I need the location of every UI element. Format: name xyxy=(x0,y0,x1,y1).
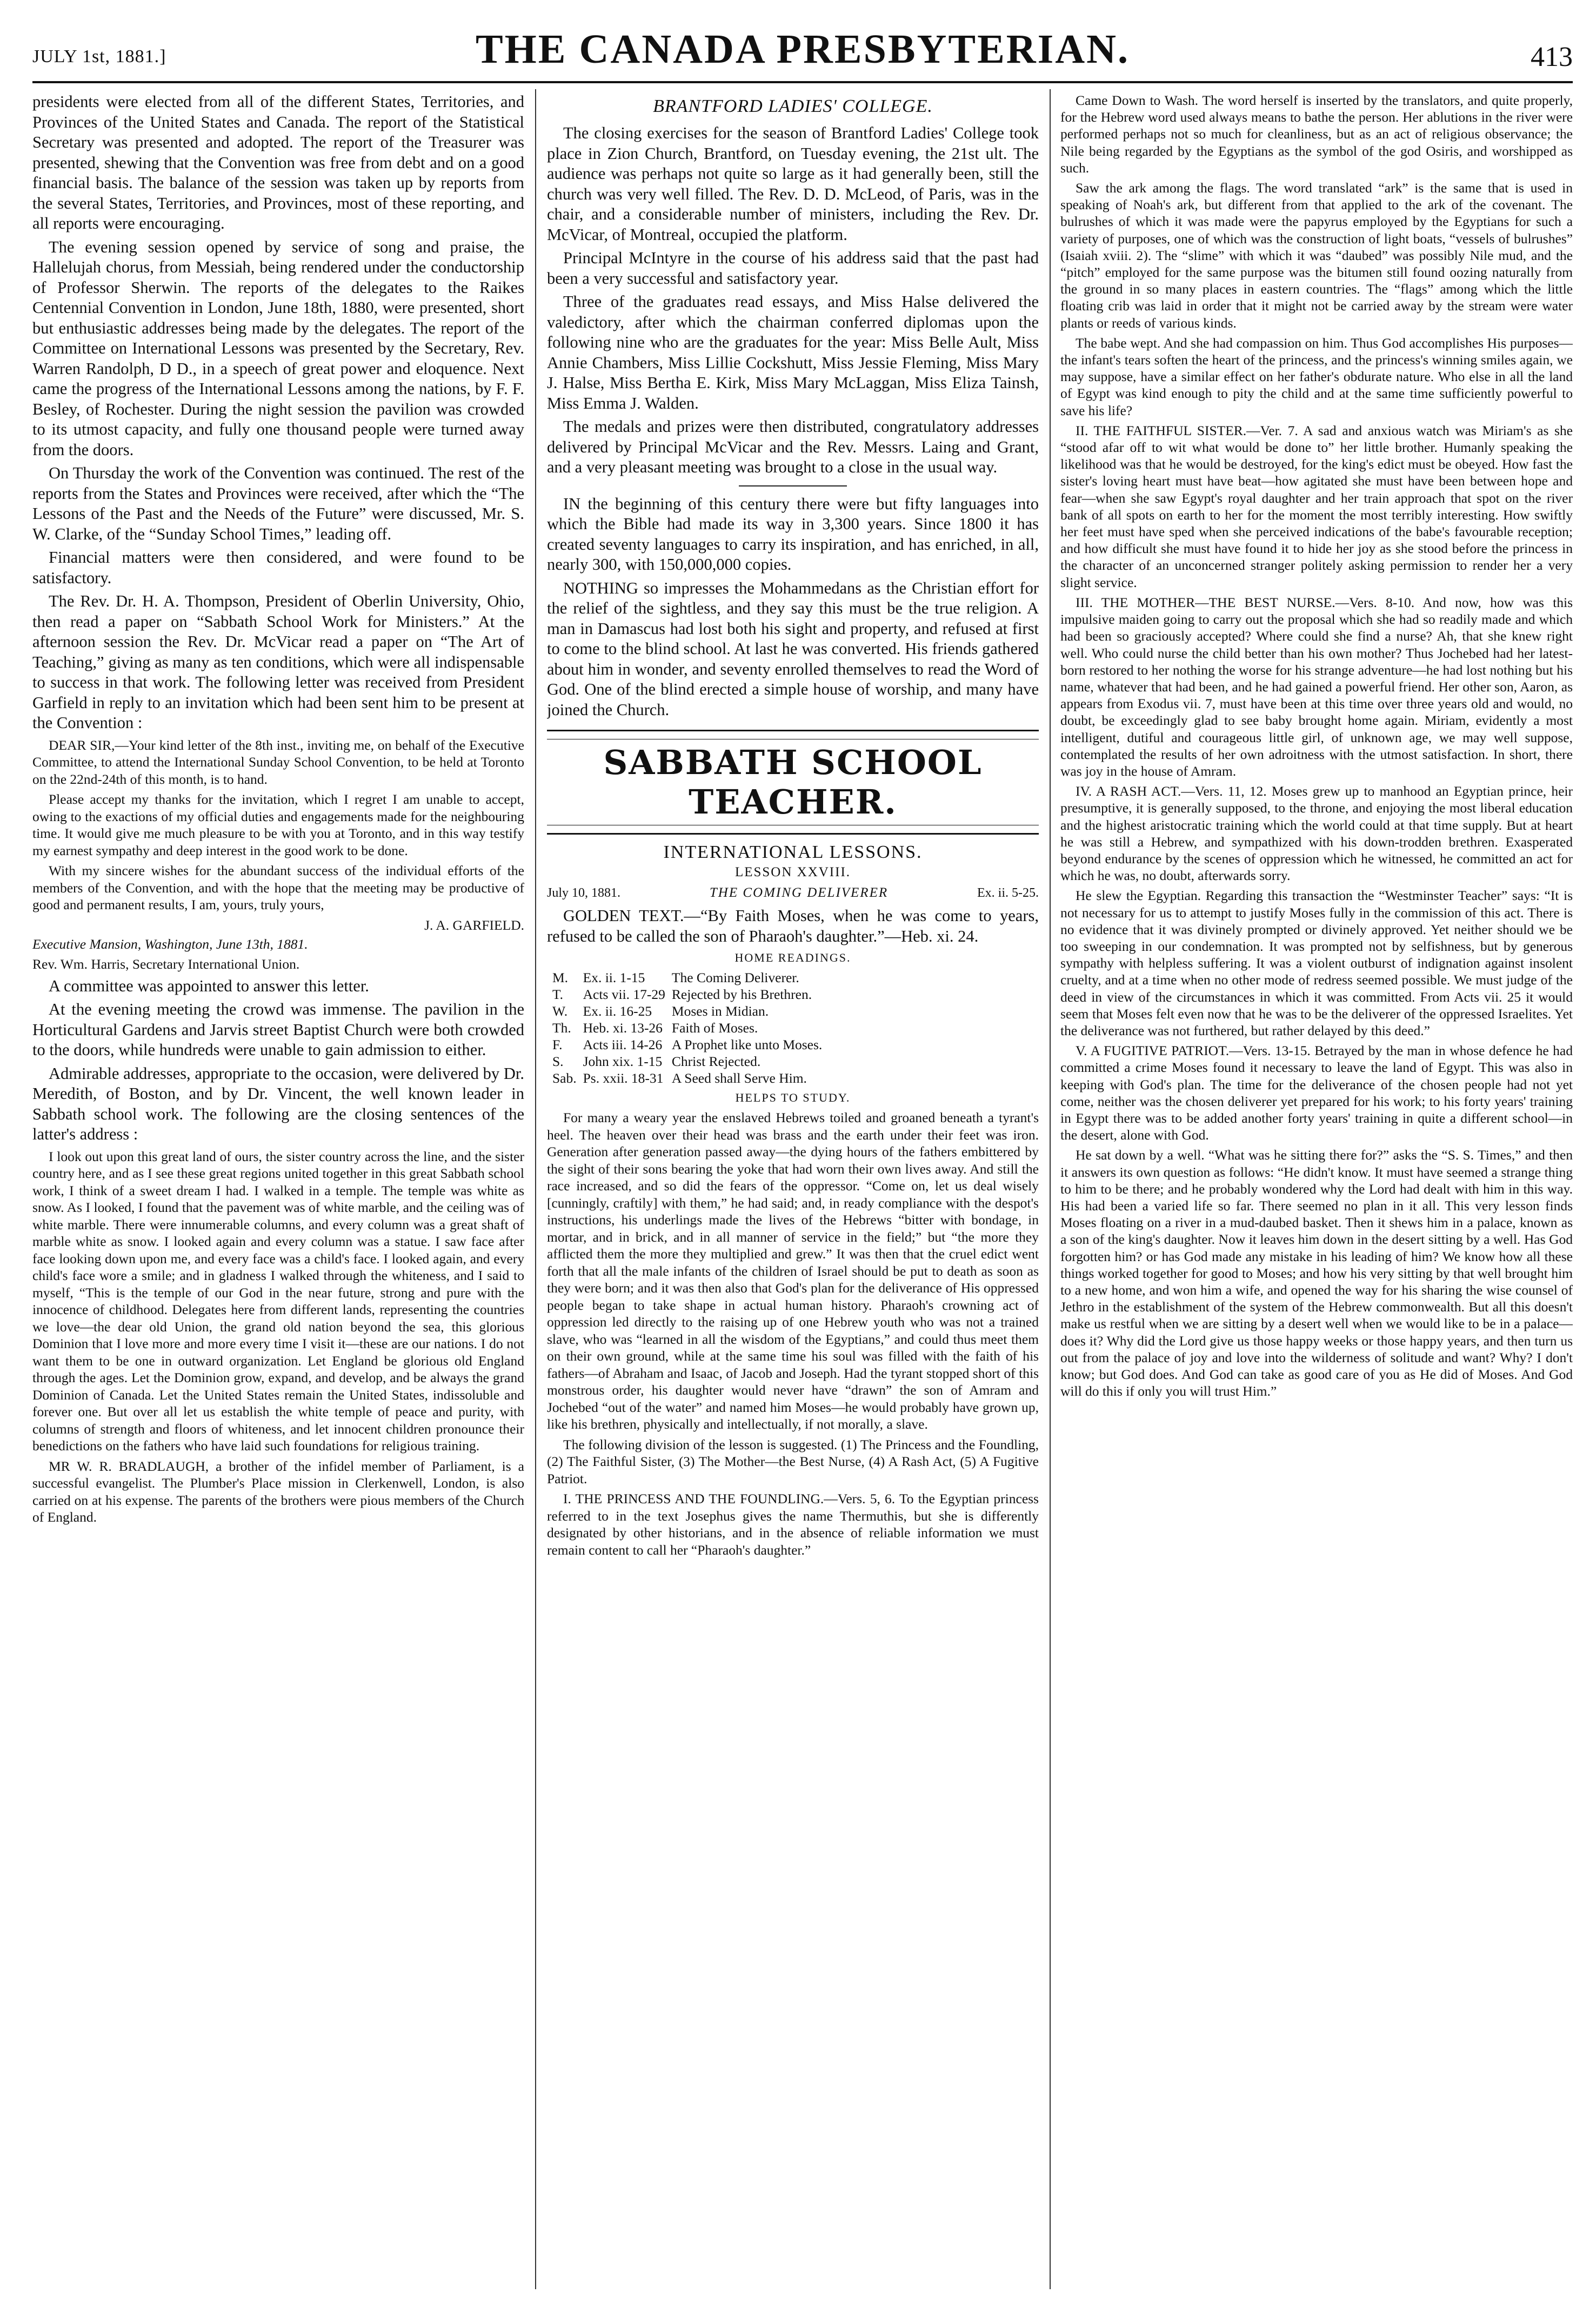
convention-paragraph: At the evening meeting the crowd was immense. The pavilion in the Horticultural Gardens and Jarvis street Baptist Church were both crowded to the doors, while hundreds were unable to gain admission to either. xyxy=(32,1000,524,1059)
lesson-date: July 10, 1881. xyxy=(547,885,621,900)
banner-title: SABBATH SCHOOL TEACHER. xyxy=(547,739,1039,825)
reading-day: Th. xyxy=(552,1020,571,1036)
reading-title: Moses in Midian. xyxy=(671,1003,769,1019)
convention-paragraph: presidents were elected from all of the different States, Territories, and Provinces of the United States and Canada. The report of the Statistical Secretary was presented and adopted. The report of the Treasurer was presented, shewing that the Convention was free from debt and on a good financial basis. The balance of the session was taken up by reports from the several States, Territories, and Provinces, most of these reporting, and all reports were encouraging. xyxy=(32,92,524,232)
reading-title: The Coming Deliverer. xyxy=(671,970,799,985)
college-paragraph: The closing exercises for the season of Brantford Ladies' College took place in Zion Church, Brantford, on Tuesday evening, the 21st ult. The audience was perhaps not quite so large as it had generally been, still the church was very well filled. The Rev. D. D. McLeod, of Paris, was in the chair, and a considerable number of ministers, including the Rev. Dr. McVicar, of Montreal, occupied the platform. xyxy=(547,124,1039,244)
reading-row xyxy=(552,1053,829,1070)
lesson-paragraph: Saw the ark among the flags. The word translated “ark” is the same that is used in speaking of Noah's ark, but different from that applied to the ark of the covenant. The bulrushes of which it was made were the papyrus employed by the Egyptians for such a variety of purposes, one of which was the construction of light boats, “vessels of bulrushes” (Isaiah xviii. 2). The “slime” with which it was “daubed” was possibly Nile mud, and the “pitch” employed for the same purpose was the bitumen still found oozing naturally from the ground in so many places in eastern countries. The “flags” among which the little floating crib was laid in order that it might not be carried away by the stream were water plants or reeds of various kinds. xyxy=(1060,180,1573,331)
bible-languages-paragraph: IN the beginning of this century there were but fifty languages into which the Bible had made its way in 3,300 years. Since 1800 it has created seventy languages to carry its inspiration, and has enriched, in all, nearly 300, with 150,000,000 copies. xyxy=(547,494,1039,574)
convention-paragraph: The Rev. Dr. H. A. Thompson, President of Oberlin University, Ohio, then read a paper on “Sabbath School Work for Ministers.” At the afternoon session the Rev. Dr. McVicar read a paper on “The Art of Teaching,” giving as many as ten conditions, which were all indispensable to success in that work. The following letter was received from President Garfield in reply to an invitation which had been sent him to be present at the Convention : xyxy=(32,592,524,732)
reading-day: M. xyxy=(552,970,569,985)
helps-paragraph: I. THE PRINCESS AND THE FOUNDLING.—Vers. 5, 6. To the Egyptian princess referred to in the text Josephus gives the name Thermuthis, but she is differently designated by other historians, and in the absence of reliable information we must remain content to call her “Pharaoh's daughter.” xyxy=(547,1491,1039,1558)
lesson-reference: Ex. ii. 5-25. xyxy=(977,885,1039,900)
lesson-paragraph: The babe wept. And she had compassion on him. Thus God accomplishes His purposes—the infant's tears soften the heart of the princess, and the princess's winning smiles again, we may suppose, have a similar effect on her father's obdurate nature. Who else in all the land of Egypt was kind enough to pity the child and at the same time sufficiently powerful to save his life? xyxy=(1060,335,1573,418)
convention-paragraph: A committee was appointed to answer this letter. xyxy=(49,976,369,995)
garfield-letter: With my sincere wishes for the abundant success of the individual efforts of the members of the Convention, and with the hope that the meeting may be productive of good and permanent results, I am, yours, truly yours, xyxy=(32,863,524,912)
reading-day: F. xyxy=(552,1037,563,1052)
column-divider xyxy=(535,89,536,2289)
home-readings-table xyxy=(552,969,829,1086)
reading-row xyxy=(552,969,829,986)
lesson-number: LESSON XXVIII. xyxy=(734,865,851,879)
reading-row xyxy=(552,986,829,1003)
reading-row xyxy=(552,1003,829,1019)
garfield-letter: Please accept my thanks for the invitation, which I regret I am unable to accept, owing to the exactions of my official duties and engagements made for the neighbouring time. It would give me much pleasure to be with you at Toronto, and in this way testify my earnest sympathy and deep interest in the good work to be done. xyxy=(32,791,524,858)
masthead xyxy=(32,16,1573,76)
convention-paragraph: The evening session opened by service of song and praise, the Hallelujah chorus, from Messiah, being rendered under the conductorship of Professor Sherwin. The reports of the delegates to the Raikes Centennial Convention in London, June 18th, 1880, were presented, short but enthusiastic addresses being made by the delegates. The report of the Committee on International Lessons was presented by the Secretary, Rev. Warren Randolph, D D., in a speech of great power and eloquence. Next came the progress of the International Lessons among the nations, by F. F. Besley, of Rochester. During the night session the pavilion was crowded to its utmost capacity, and fully one thousand people were turned away from the doors. xyxy=(32,237,524,459)
reading-day: S. xyxy=(552,1054,564,1069)
helps-paragraph: For many a weary year the enslaved Hebrews toiled and groaned beneath a tyrant's heel. The heaven over their head was brass and the earth under their feet was iron. Generation after generation passed away—the dying hours of the fathers embittered by the sight of their sons bearing the yoke that had worn their own lives away. And still the race increased, and so did the fears of the oppressor. “Come on, let us deal wisely [cunningly, craftily] with them,” he had said; and, in ready compliance with the despot's instructions, his underlings made the lives of the Hebrews “bitter with bondage, in mortar, and in brick, and in all manner of service in the field;” but “the more they afflicted them the more they multiplied and grew.” It was then that the cruel edict went forth that all the male infants of the children of Israel should be put to death as soon as they were born; and it was then also that God's plan for the deliverance of His oppressed people began to take shape in actual human history. Pharaoh's crowning act of oppression led directly to the raising up of one Hebrew youth who was not a trained slave, who was “learned in all the wisdom of the Egyptians,” and could thus meet them on their own ground, while at the same time his soul was filled with the faith of his fathers—of Abraham and Isaac, of Jacob and Joseph. Had the tyrant stopped short of this monstrous order, his daughter would never have “drawn” the son of Amram and Jochebed “out of the water” and named him Moses—he would probably have grown up, like his brethren, physically and intellectually, if not morally, a slave. xyxy=(547,1110,1039,1432)
letter-signature: J. A. GARFIELD. xyxy=(424,917,524,933)
bradlaugh-note: MR W. R. BRADLAUGH, a brother of the infidel member of Parliament, is a successful evangelist. The Plumber's Place mission in Clerkenwell, London, is also carried on at his expense. The parents of the brothers were pious members of the Church of England. xyxy=(32,1458,524,1525)
convention-paragraph: Financial matters were then considered, and were found to be satisfactory. xyxy=(32,548,524,587)
reading-ref: Heb. xi. 13-26 xyxy=(583,1020,663,1036)
lesson-paragraph: Came Down to Wash. The word herself is inserted by the translators, and quite properly, for the Hebrew word used always means to bathe the person. Her ablutions in the river were performed perhaps not so much for cleanliness, but as an act of religious observance; the Nile being regarded by the Egyptians as the symbol of the god Osiris, and worshipped as such. xyxy=(1060,92,1573,176)
reading-day: Sab. xyxy=(552,1070,577,1086)
lessons-heading: INTERNATIONAL LESSONS. xyxy=(663,842,923,862)
reading-row xyxy=(552,1036,829,1053)
newspaper-title: THE CANADA PRESBYTERIAN. xyxy=(475,26,1130,72)
reading-title: Rejected by his Brethren. xyxy=(671,986,812,1002)
reading-ref: Ps. xxii. 18-31 xyxy=(583,1070,664,1086)
column-divider xyxy=(1050,89,1051,2289)
sabbath-school-banner xyxy=(547,730,1039,835)
section-heading: BRANTFORD LADIES' COLLEGE. xyxy=(653,96,933,116)
letter-recipient: Rev. Wm. Harris, Secretary International Union. xyxy=(32,956,300,972)
reading-day: T. xyxy=(552,986,564,1002)
convention-paragraph: Admirable addresses, appropriate to the occasion, were delivered by Dr. Meredith, of Boston, and by Dr. Vincent, the well known leader in Sabbath school work. The following are the closing sentences of the latter's address : xyxy=(32,1064,524,1143)
lesson-paragraph: He slew the Egyptian. Regarding this transaction the “Westminster Teacher” says: “It is not necessary for us to attempt to justify Moses fully in the commission of this act. There is no evidence that it was divinely prompted or divinely approved. Yet neither should we be too sweeping in our condemnation. It was prompted not by selfishness, but by generous sympathy with helpless suffering. It was a violent outburst of indignation against insolent cruelty, and at a time when no other mode of redress seemed possible. We must judge of the deed in view of the circumstances in which it was committed. From Acts vii. 25 it would seem that Moses felt even now that he was to be the deliverer of the oppressed Israelites. Yet the deliverance was not furthered, but rather delayed by this deed.” xyxy=(1060,888,1573,1038)
reading-title: Faith of Moses. xyxy=(671,1020,758,1036)
reading-ref: Acts vii. 17-29 xyxy=(583,986,665,1002)
reading-day: W. xyxy=(552,1003,568,1019)
college-paragraph: The medals and prizes were then distributed, congratulatory addresses delivered by Principal McVicar and the Rev. Messrs. Laing and Grant, and a very pleasant meeting was brought to a close in the usual way. xyxy=(547,417,1039,476)
lesson-header xyxy=(547,885,1039,901)
lesson-paragraph: IV. A RASH ACT.—Vers. 11, 12. Moses grew up to manhood an Egyptian prince, heir presumptive, it is generally supposed, to the throne, and enjoying the most liberal education and the highest aristocratic training which the world could at that time supply. But at heart he was still a Hebrew, and sympathized with his down-trodden brethren. Exasperated beyond endurance by the scenes of oppression which he witnessed, he committed an act for which he was, no doubt, afterwards sorry. xyxy=(1060,783,1573,884)
convention-paragraph: On Thursday the work of the Convention was continued. The rest of the reports from the States and Provinces were received, after which the “The Lessons of the Past and the Needs of the Future” were discussed, Mr. S. W. Clarke, of the “Sunday School Times,” leading off. xyxy=(32,464,524,543)
lesson-paragraph: V. A FUGITIVE PATRIOT.—Vers. 13-15. Betrayed by the man in whose defence he had committed a crime Moses found it necessary to leave the land of Egypt. This was also in keeping with God's plan. The time for the deliverance of the chosen people had not yet come, neither was the chosen deliverer yet prepared for his work; to his forty years' training in Egypt there was to be added another forty years' training in quite a different school—in the desert, alone with God. xyxy=(1060,1043,1573,1143)
reading-row xyxy=(552,1070,829,1086)
lesson-paragraph: III. THE MOTHER—THE BEST NURSE.—Vers. 8-10. And now, how was this impulsive maiden going to carry out the proposal which she had so readily made and which had been so graciously accepted? Where could she find a nurse? Ah, that she knew right well. Who could nurse the child better than his own mother? Thus Jochebed had her latest-born restored to her nothing the worse for his strange adventure—he had lost nothing but his name, whatever that had been, and he had gained a powerful friend. Her other son, Aaron, as appears from Exodus vii. 7, must have been at this time over three years old and would, no doubt, be exceedingly glad to see baby brought home again. Miriam, evidently a most intelligent, dutiful and courageous little girl, of unknown age, we may well suppose, contemplated the results of her own adroitness with the utmost satisfaction. In short, there was joy in the house of Amram. xyxy=(1060,594,1573,779)
college-paragraph: Three of the graduates read essays, and Miss Halse delivered the valedictory, after which the chairman conferred diplomas upon the following nine who are the graduates for the year: Miss Belle Ault, Miss Annie Chambers, Miss Lillie Cockshutt, Miss Jessie Fleming, Miss Mary J. Halse, Miss Bertha E. Kirk, Miss Mary McLaggan, Miss Eliza Tainsh, Miss Emma J. Walden. xyxy=(547,292,1039,412)
reading-title: Christ Rejected. xyxy=(671,1054,761,1069)
reading-row xyxy=(552,1019,829,1036)
reading-title: A Prophet like unto Moses. xyxy=(671,1037,823,1052)
page-number: 413 xyxy=(1531,42,1573,72)
issue-date: JULY 1st, 1881.] xyxy=(32,46,166,66)
lesson-paragraph: He sat down by a well. “What was he sitting there for?” asks the “S. S. Times,” and then it answers its own question as follows: “He didn't know. It must have seemed a strange thing to him to be there; and he probably wondered why the Lord had dealt with him in this way. His had been a varied life so far. There seemed no plan in it all. This very lesson finds Moses floating on a river in a mud-daubed basket. Then it shews him in a palace, known as a son of the king's daughter. Now it leaves him down in the desert sitting by a well. Has God forgotten him? or has God made any mistake in his leading of him? We know how all these things worked together for good to Moses; and how his very sitting by that well brought him to a new home, and won him a wife, and opened the way for his sharing the wise counsel of Jethro in the establishment of the system of the Hebrew commonwealth. But all this doesn't make us restful when we are sitting by a desert well when we would like to be in a palace—does it? Why did the Lord give us those happy weeks or those happy years, and then turn us out from the palace of joy and love into the wilderness of solitude and want? Why? I don't know; but God does. And God can take as good care of you as He did of Moses. And God will do this if only you will trust Him.” xyxy=(1060,1147,1573,1399)
separator xyxy=(739,485,847,486)
masthead-rule xyxy=(32,81,1573,83)
reading-ref: John xix. 1-15 xyxy=(583,1054,663,1069)
home-readings-heading: HOME READINGS. xyxy=(734,951,851,964)
column-3 xyxy=(1060,92,1573,2286)
blind-school-paragraph: NOTHING so impresses the Mohammedans as the Christian effort for the relief of the sightless, and they say this must be the true religion. A man in Damascus had lost both his sight and property, and refused at first to come to the blind school. At last he was converted. His friends gathered about him in wonder, and seventy enrolled themselves to read the Word of God. One of the blind erected a simple house of worship, and many have joined the Church. xyxy=(547,578,1039,719)
vincent-quote: I look out upon this great land of ours, the sister country across the line, and the sister country here, and as I see these great regions united together in this great Sabbath school work, I think of a sweet dream I had. I walked in a temple. The temple was white as snow. As I looked, I found that the pavement was of white marble, and the ceiling was of white marble. There were innumerable columns, and every column was a great shaft of marble white as snow. I looked again and every column was a statue. I saw face after face looking down upon me, and every face was a child's face. I looked again, and every child's face wore a smile; and in gladness I walked through the whiteness, and I said to myself, “This is the temple of our God in the near future, strong and pure with the innocence of childhood. Delegates here from different lands, representing the countries we love—the dear old Union, the grand old nation beyond the sea, this glorious Dominion that I love more and more every time I visit it—these are our nations. I do not want them to be one in outward organization. Let England be glorious old England through the ages. Let the Dominion grow, expand, and develop, and be always the grand Dominion of Canada. Let the United States remain the United States, indissoluble and forever one. But over all let us establish the white temple of peace and purity, with columns of strength and floors of whiteness, and let innocent children pronounce their benedictions on the fathers who have laid such foundations for religious training. xyxy=(32,1148,524,1454)
lesson-title: THE COMING DELIVERER xyxy=(709,885,889,900)
letter-place: Executive Mansion, Washington, June 13th, 1881. xyxy=(32,936,308,952)
reading-title: A Seed shall Serve Him. xyxy=(671,1070,807,1086)
column-2 xyxy=(547,92,1039,2286)
garfield-letter: DEAR SIR,—Your kind letter of the 8th inst., inviting me, on behalf of the Executive Committee, to attend the International Sunday School Convention, to be held at Toronto on the 22nd-24th of this month, is to hand. xyxy=(32,737,524,787)
lesson-paragraph: II. THE FAITHFUL SISTER.—Ver. 7. A sad and anxious watch was Miriam's as she “stood afar off to wit what would be done to” her little brother. Humanly speaking the likelihood was that he would be destroyed, for the king's edict must be obeyed. How fast the sister's loving heart must have beat—how agitated she must have been between hope and fear—when she saw Egypt's royal daughter and her train approach that spot on the river bank of all spots on earth to her for the moment the most terribly interesting. How swiftly her feet must have sped when she perceived indications of the babe's favourable reception; and how difficult she must have found it to hide her joy as she stood before the princess in the character of an unconcerned stranger politely asking permission to render her a very slight service. xyxy=(1060,422,1573,590)
reading-ref: Ex. ii. 1-15 xyxy=(583,970,645,985)
reading-ref: Ex. ii. 16-25 xyxy=(583,1003,652,1019)
helps-heading: HELPS TO STUDY. xyxy=(735,1091,851,1104)
college-paragraph: Principal McIntyre in the course of his address said that the past had been a very successful and satisfactory year. xyxy=(547,249,1039,288)
column-1 xyxy=(32,92,524,2286)
helps-paragraph: The following division of the lesson is suggested. (1) The Princess and the Foundling, (2) The Faithful Sister, (3) The Mother—the Best Nurse, (4) A Rash Act, (5) A Fugitive Patriot. xyxy=(547,1436,1039,1486)
reading-ref: Acts iii. 14-26 xyxy=(583,1037,663,1052)
golden-text: GOLDEN TEXT.—“By Faith Moses, when he was come to years, refused to be called the son of Pharaoh's daughter.”—Heb. xi. 24. xyxy=(547,906,1039,945)
